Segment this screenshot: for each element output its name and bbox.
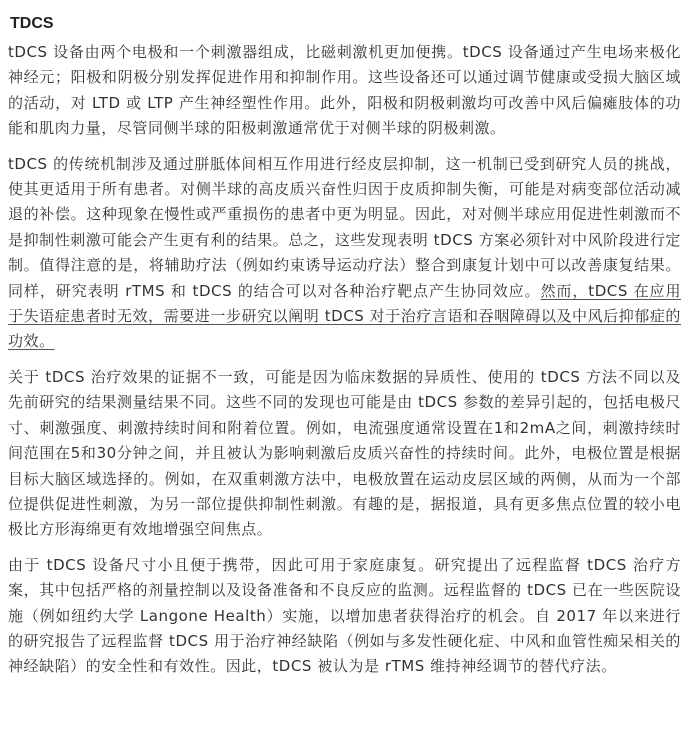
paragraph-text: tDCS 设备由两个电极和一个刺激器组成，比磁刺激机更加便携。tDCS 设备通过产生电场来极化神经元；阳极和阴极分别发挥促进作用和抑制作用。这些设备还可以通过调节健康或受损大脑区域的活动，对 LTD 或 LTP 产生神经塑性作用。此外，阳极和阴极刺激均可改善中风后偏瘫肢体的功能和肌肉力量，尽管同侧半球的阳极刺激通常优于对侧半球的阴极刺激。 <box>8 43 681 138</box>
paragraph-mechanism <box>8 152 681 355</box>
paragraph-text: 由于 tDCS 设备尺寸小且便于携带，因此可用于家庭康复。研究提出了远程监督 tDCS 治疗方案，其中包括严格的剂量控制以及设备准备和不良反应的监测。远程监督的 tDCS 已在一些医院设施（例如纽约大学 Langone Health）实施，以增加患者获得治疗的机会。自 2017 年以来进行的研究报告了远程监督 tDCS 用于治疗神经缺陷（例如与多发性硬化症、中风和血管性痴呆相关的神经缺陷）的安全性和有效性。因此，tDCS 被认为是 rTMS 维持神经调节的替代疗法。 <box>8 555 681 676</box>
underlined-highlight: 然而，tDCS 在应用于失语症患者时无效，需要进一步研究以阐明 tDCS 对于治疗言语和吞咽障碍以及中风后抑郁症的功效。 <box>8 281 682 351</box>
section-title: TDCS <box>10 15 54 32</box>
paragraph-text: tDCS 的传统机制涉及通过胼胝体间相互作用进行经皮层抑制，这一机制已受到研究人员的挑战，使其更适用于所有患者。对侧半球的高皮质兴奋性归因于皮质抑制失衡，可能是对病变部位活动减退的补偿。这种现象在慢性或严重损伤的患者中更为明显。因此，对对侧半球应用促进性刺激而不是抑制性刺激可能会产生更有利的结果。总之，这些发现表明 tDCS 方案必须针对中风阶段进行定制。值得注意的是，将辅助疗法（例如约束诱导运动疗法）整合到康复计划中可以改善康复结果。同样，研究表明 rTMS 和 tDCS 的结合可以对各种治疗靶点产生协同效应。 <box>8 154 681 300</box>
paragraph-home-rehab <box>8 553 681 680</box>
paragraph-evidence <box>8 365 681 543</box>
paragraph-device-overview <box>8 40 681 142</box>
paragraph-text: 关于 tDCS 治疗效果的证据不一致，可能是因为临床数据的异质性、使用的 tDCS 方法不同以及先前研究的结果测量结果不同。这些不同的发现也可能是由 tDCS 参数的差异引起的，包括电极尺寸、刺激强度、刺激持续时间和附着位置。例如，电流强度通常设置在1和2mA之间，刺激持续时间范围在5和30分钟之间，并且被认为影响刺激后皮质兴奋性的持续时间。此外，电极位置是根据目标大脑区域选择的。例如，在双重刺激方法中，电极放置在运动皮层区域的两侧，从而为一个部位提供促进性刺激，为另一部位提供抑制性刺激。有趣的是，据报道，具有更多焦点位置的较小电极比方形海绵更有效地增强空间焦点。 <box>8 367 681 539</box>
